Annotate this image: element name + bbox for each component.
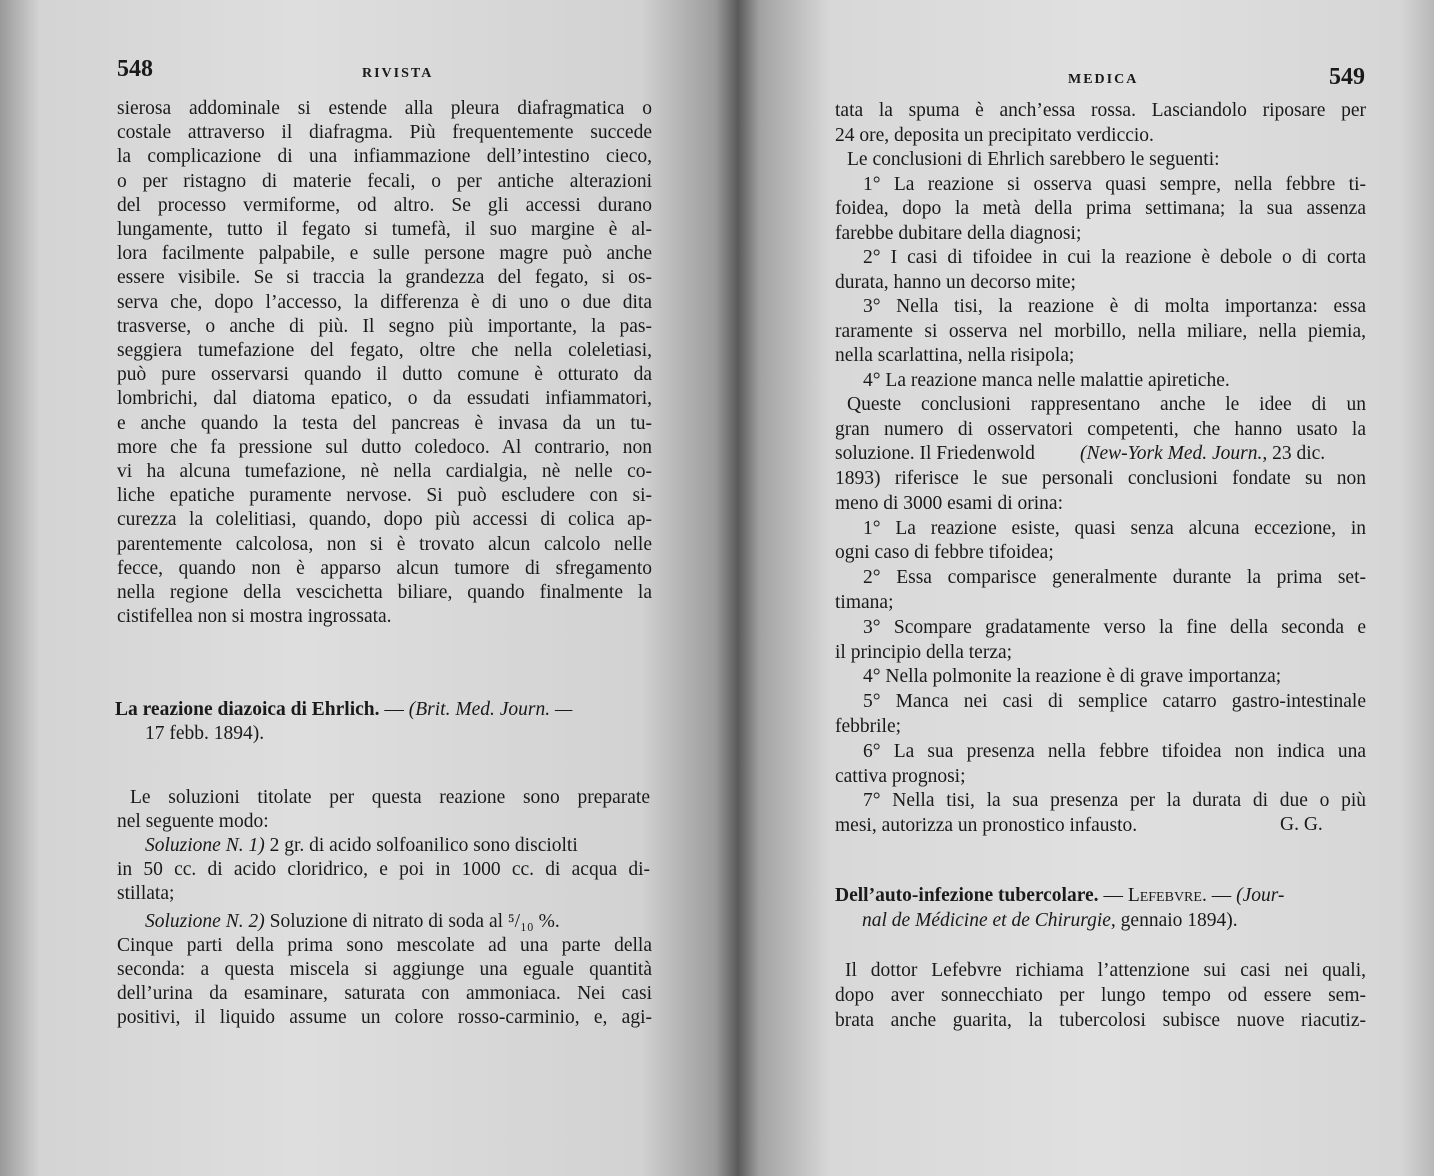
text-line: tata la spuma è anch’essa rossa. Lasciandolo riposare per — [835, 100, 1366, 121]
solution-2-line — [145, 910, 560, 934]
text-line: more che fa pressione sul dutto coledoco. Al contrario, non — [117, 436, 652, 458]
journal-ref: (New-York Med. Journ., — [1080, 443, 1268, 464]
solution-2-text: Soluzione di nitrato di soda al ⁵/₁₀ %. — [264, 911, 560, 932]
text-line: durata, hanno un decorso mite; — [835, 271, 1076, 293]
text-line: soluzione. Il Friedenwold — [835, 443, 1035, 464]
text-line: Le soluzioni titolate per questa reazione sono preparate — [130, 787, 650, 808]
heading-source-1: (Jour- — [1236, 885, 1285, 906]
journal-tail: 23 dic. — [1267, 443, 1326, 464]
text-line: vi ha alcuna tumefazione, nè nella cardialgia, nè nelle co- — [117, 461, 652, 482]
text-line: sierosa addominale si estende alla pleura diafragmatica o — [117, 98, 652, 119]
text-line: nella regione della vescichetta biliare, quando finalmente la — [117, 582, 652, 603]
text-line: 4° La reazione manca nelle malattie apiretiche. — [863, 369, 1230, 391]
text-line: cattiva prognosi; — [835, 765, 966, 787]
text-line: del processo vermiforme, od altro. Se gli accessi durano — [117, 194, 652, 216]
heading-source: (Brit. Med. Journ. — — [408, 699, 573, 720]
text-line: foidea, dopo la metà della prima settimana; la sua assenza — [835, 198, 1366, 219]
text-line: e anche quando la testa del pancreas è invasa da un tu- — [117, 412, 652, 434]
text-line: fecce, quando non è apparso alcun tumore di sfregamento — [117, 557, 652, 579]
text-line: Cinque parti della prima sono mescolate ad una parte della — [117, 935, 652, 956]
text-line: la complicazione di una infiammazione dell’intestino cieco, — [117, 146, 652, 168]
text-line: lora facilmente palpabile, e sulle persone magre può anche — [117, 243, 652, 265]
text-line: 1893) riferisce le sue personali conclusioni fondate su non — [835, 468, 1366, 489]
text-line: nel seguente modo: — [117, 811, 269, 832]
text-line: cistifellea non si mostra ingrossata. — [117, 606, 392, 628]
text-line: stillata; — [117, 883, 175, 904]
text-line: 6° La sua presenza nella febbre tifoidea non indica una — [863, 740, 1366, 762]
heading-title: Dell’auto-infezione tubercolare. — [835, 885, 1099, 906]
text-line: seggiera tumefazione del fegato, oltre che nella coleletiasi, — [117, 340, 652, 361]
journal-line — [1080, 442, 1325, 466]
article-heading — [115, 698, 572, 722]
text-line: ogni caso di febbre tifoidea; — [835, 542, 1054, 564]
text-line: dell’urina da esaminare, saturata con ammoniaca. Nei casi — [117, 983, 652, 1004]
heading-date: 17 febb. 1894). — [145, 723, 265, 744]
running-head: MEDICA — [1068, 72, 1139, 87]
text-line: timana; — [835, 592, 894, 613]
text-line: lungamente, tutto il fegato si tumefà, il suo margine è al- — [117, 219, 652, 240]
heading-dash-2: — — [1206, 885, 1237, 906]
text-line: brata anche guarita, la tubercolosi subisce nuove riacutiz- — [835, 1010, 1366, 1031]
text-line: 1° La reazione esiste, quasi senza alcuna eccezione, in — [863, 517, 1366, 539]
right-page — [740, 0, 1434, 1176]
text-line: positivi, il liquido assume un colore rosso-carminio, e, agi- — [117, 1007, 652, 1028]
text-line: in 50 cc. di acido cloridrico, e poi in 1000 cc. di acqua di- — [117, 859, 650, 880]
text-line: mesi, autorizza un pronostico infausto. — [835, 815, 1138, 837]
text-line: serva che, dopo l’accesso, la differenza è di uno o due dita — [117, 291, 652, 313]
text-line: raramente si osserva nel morbillo, nella miliare, nella piemia, — [835, 320, 1366, 342]
signature: G. G. — [1280, 814, 1323, 835]
solution-1-text: 2 gr. di acido solfoanilico sono disciolti — [264, 835, 578, 856]
text-line: Queste conclusioni rappresentano anche le idee di un — [847, 394, 1366, 415]
text-line: febbrile; — [835, 716, 902, 737]
text-line: 2° Essa comparisce generalmente durante la prima set- — [863, 567, 1366, 589]
heading-date: gennaio 1894). — [1115, 910, 1238, 931]
text-line: gran numero di osservatori competenti, che hanno usato la — [835, 418, 1366, 440]
text-line: il principio della terza; — [835, 641, 1013, 663]
text-line: 24 ore, deposita un precipitato verdiccio. — [835, 124, 1154, 146]
text-line: farebbe dubitare della diagnosi; — [835, 222, 1082, 244]
solution-1-label: Soluzione N. 1) — [145, 835, 265, 856]
text-line: può pure osservarsi quando il dutto comune è otturato da — [117, 364, 652, 386]
text-line: 3° Nella tisi, la reazione è di molta importanza: essa — [863, 296, 1366, 317]
text-line: 4° Nella polmonite la reazione è di grave importanza; — [863, 666, 1282, 688]
text-line: meno di 3000 esami di orina: — [835, 492, 1064, 514]
solution-1-line — [145, 834, 578, 858]
text-line: liche epatiche puramente nervose. Si può escludere con si- — [117, 485, 652, 507]
text-line: lombrichi, dal diatoma epatico, o da essudati infiammatori, — [117, 388, 652, 410]
heading-dash: — — [379, 699, 409, 720]
heading-title: La reazione diazoica di Ehrlich. — [115, 699, 380, 720]
text-line: 3° Scompare gradatamente verso la fine della seconda e — [863, 616, 1366, 638]
text-line: dopo aver sonnecchiato per lungo tempo od essere sem- — [835, 985, 1366, 1006]
heading-author: Lefebvre. — [1127, 885, 1207, 906]
running-head: RIVISTA — [362, 66, 434, 81]
page-number: 548 — [117, 56, 153, 82]
text-line: 7° Nella tisi, la sua presenza per la durata di due o più — [863, 790, 1366, 812]
text-line: costale attraverso il diafragma. Più frequentemente succede — [117, 122, 652, 144]
text-line: nella scarlattina, nella risipola; — [835, 345, 1075, 366]
heading-dash: — — [1098, 885, 1128, 906]
text-line: 5° Manca nei casi di semplice catarro gastro-intestinale — [863, 691, 1366, 713]
solution-2-label: Soluzione N. 2) — [145, 911, 265, 932]
article-heading — [835, 884, 1284, 908]
text-line: 1° La reazione si osserva quasi sempre, nella febbre ti- — [863, 173, 1366, 195]
text-line: Le conclusioni di Ehrlich sarebbero le seguenti: — [847, 149, 1220, 170]
heading-source-line — [862, 909, 1238, 933]
text-line: seconda: a questa miscela si aggiunge una eguale quantità — [117, 959, 652, 980]
text-line: Il dottor Lefebvre richiama l’attenzione sui casi nei quali, — [845, 960, 1366, 981]
page-number: 549 — [1329, 64, 1365, 90]
heading-source-2: nal de Médicine et de Chirurgie, — [862, 910, 1116, 931]
text-line: parentemente calcolosa, non si è trovato alcun calcolo nelle — [117, 533, 652, 555]
text-line: 2° I casi di tifoidee in cui la reazione è debole o di corta — [863, 247, 1366, 268]
text-line: trasverse, o anche di più. Il segno più importante, la pas- — [117, 315, 652, 337]
text-line: o per ristagno di materie fecali, o per antiche alterazioni — [117, 170, 652, 192]
text-line: curezza la colelitiasi, quando, dopo più accessi di colica ap- — [117, 509, 652, 531]
text-line: essere visibile. Se si traccia la grandezza del fegato, si os- — [117, 267, 652, 289]
